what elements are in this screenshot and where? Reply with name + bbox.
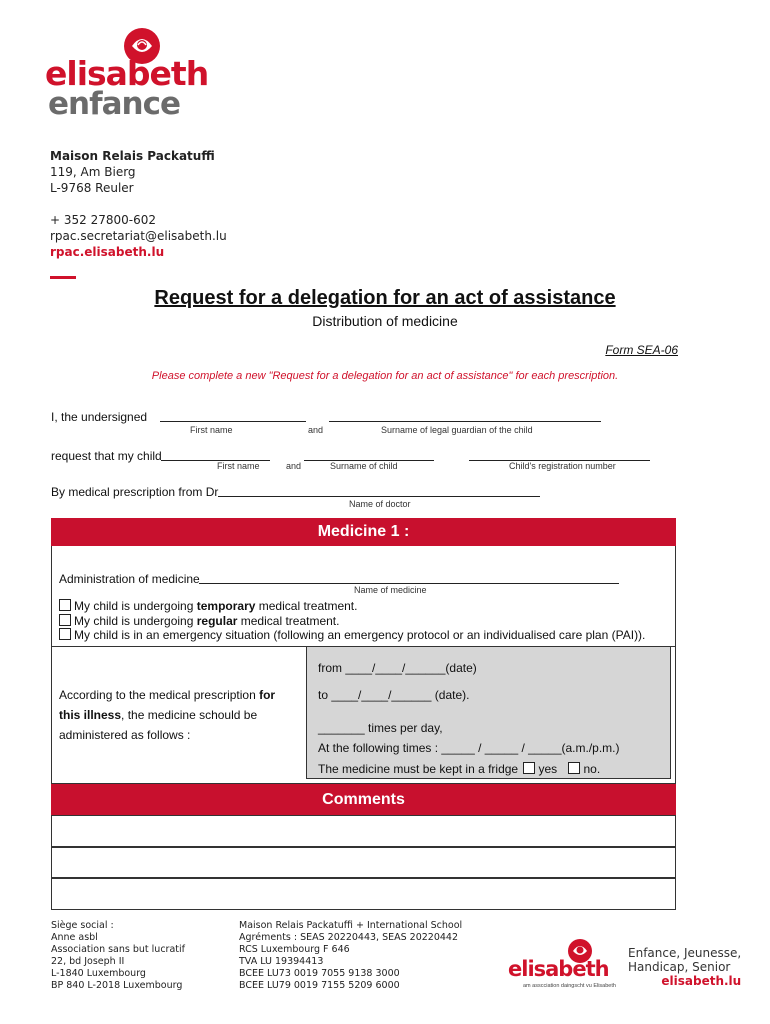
footer-logo-tagline: am asscciation daingscht vu Elisabeth [523, 983, 616, 989]
child-surname-caption: Surname of child [330, 461, 398, 471]
red-divider [50, 276, 76, 279]
to-date-field[interactable]: to ____/____/______ (date). [318, 688, 470, 702]
and-caption: and [308, 425, 324, 435]
sender-city: L-9768 Reuler [50, 181, 134, 195]
sender-web[interactable]: rpac.elisabeth.lu [50, 245, 165, 259]
sender-address [50, 148, 227, 260]
footer-company-info: Maison Relais Packatuffi + International School Agréments : SEAS 20220443, SEAS 20220442 RCS Luxembourg F 646 TVA LU 19394413 BCEE LU73 0019 7055 9138 3000 BCEE LU79 0019 7155 5209 6000 [239, 920, 463, 991]
logo-enfance: enfance [48, 86, 180, 122]
footer-registered-office: Siège social : Anne asbl Association sans but lucratif 22, bd Joseph II L-1840 Luxembourg BP 840 L-2018 Luxembourg [51, 920, 185, 991]
emergency-checkbox[interactable] [59, 628, 71, 640]
footer-tagline: Enfance, Jeunesse, Handicap, Senior elisabeth.lu [628, 946, 742, 988]
regular-checkbox[interactable] [59, 614, 71, 626]
comment-line-1[interactable] [51, 815, 676, 848]
times-per-day-field[interactable]: _______ times per day, [318, 721, 443, 735]
sender-street: 119, Am Bierg [50, 165, 136, 179]
comment-line-3[interactable] [51, 877, 676, 910]
admin-label: Administration of medicine [59, 572, 200, 586]
sender-email[interactable]: rpac.secretariat@elisabeth.lu [50, 229, 227, 243]
checkbox-emergency-row: My child is in an emergency situation (following an emergency protocol or an individualised care plan (PAI)). [59, 628, 645, 642]
medicine-name-field[interactable] [199, 583, 619, 584]
child-first-name-caption: First name [217, 461, 260, 471]
medicine-header: Medicine 1 : [51, 518, 676, 546]
doctor-label: By medical prescription from Dr [51, 485, 219, 499]
temporary-checkbox[interactable] [59, 599, 71, 611]
following-times-field[interactable]: At the following times : _____ / _____ / _____(a.m./p.m.) [318, 741, 620, 755]
form-subtitle: Distribution of medicine [312, 313, 458, 329]
medicine-name-caption: Name of medicine [354, 585, 427, 595]
footer-logo-word: elisabeth [508, 957, 609, 981]
child-and-caption: and [286, 461, 302, 471]
comments-header: Comments [51, 784, 676, 815]
first-name-caption: First name [190, 425, 233, 435]
doctor-name-field[interactable] [218, 496, 540, 497]
doctor-caption: Name of doctor [349, 499, 411, 509]
comment-line-2[interactable] [51, 846, 676, 879]
prescription-text: According to the medical prescription for this illness, the medicine schould be administered as follows : [59, 688, 276, 742]
from-date-field[interactable]: from ____/____/______(date) [318, 661, 477, 675]
fridge-no-checkbox[interactable] [568, 762, 580, 774]
child-registration-caption: Child's registration number [509, 461, 616, 471]
guardian-first-name-field[interactable] [160, 421, 306, 422]
form-number: Form SEA-06 [605, 343, 678, 357]
sender-phone: + 352 27800-602 [50, 213, 156, 227]
undersigned-label: I, the undersigned [51, 410, 148, 424]
sender-name: Maison Relais Packatuffi [50, 149, 215, 163]
fridge-yes-checkbox[interactable] [523, 762, 535, 774]
guardian-surname-field[interactable] [329, 421, 601, 422]
checkbox-regular-row: My child is undergoing regular medical treatment. [59, 614, 339, 628]
footer-web[interactable]: elisabeth.lu [661, 974, 742, 988]
instruction-note: Please complete a new "Request for a delegation for an act of assistance" for each prescription. [151, 370, 619, 382]
guardian-surname-caption: Surname of legal guardian of the child [381, 425, 533, 435]
form-title: Request for a delegation for an act of assistance [154, 287, 616, 309]
fridge-row: The medicine must be kept in a fridge yes no. [318, 762, 601, 776]
child-label: request that my child [51, 449, 162, 463]
logo-elisabeth: elisabeth [45, 54, 209, 93]
checkbox-temporary-row: My child is undergoing temporary medical treatment. [59, 599, 357, 613]
